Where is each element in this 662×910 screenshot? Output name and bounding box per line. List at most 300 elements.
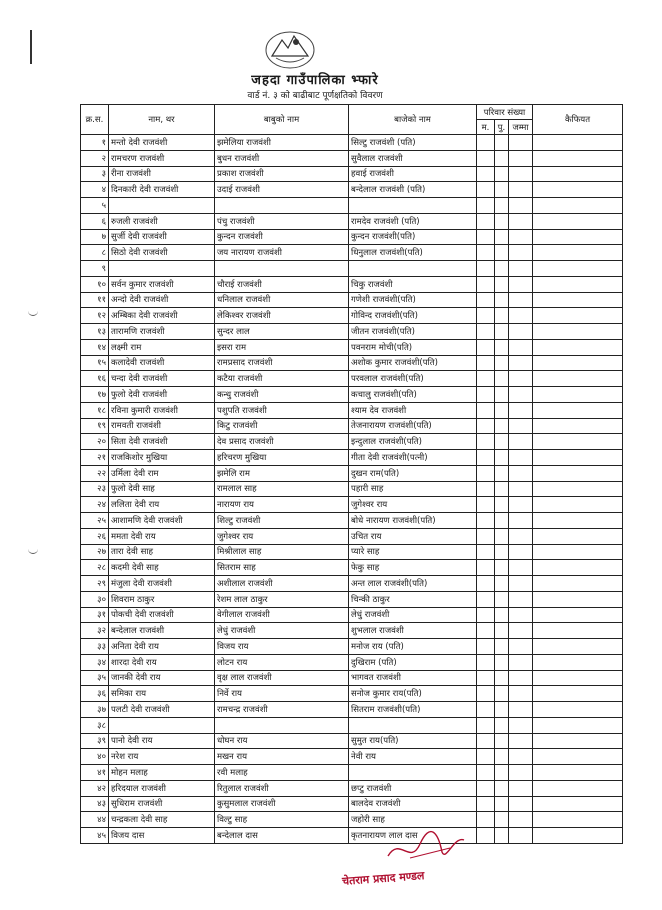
row-total-count <box>509 828 533 844</box>
row-remarks <box>533 733 623 749</box>
table-row <box>81 387 623 403</box>
row-father-name: रेशम लाल ठाकुर <box>215 591 349 607</box>
table-row <box>81 812 623 828</box>
row-serial: २५ <box>81 513 109 529</box>
row-remarks <box>533 402 623 418</box>
table-row <box>81 544 623 560</box>
row-male-count <box>477 166 495 182</box>
row-grandfather-name: रामदेव राजवंशी (पति) <box>349 213 477 229</box>
row-grandfather-name: अशोक कुमार राजवंशी(पति) <box>349 355 477 371</box>
row-male-count <box>477 560 495 576</box>
row-serial: ३ <box>81 166 109 182</box>
row-name: बन्देलाल राजवंशी <box>109 623 215 639</box>
row-serial: २६ <box>81 528 109 544</box>
row-grandfather-name: तेजनारायण राजवंशी(पति) <box>349 418 477 434</box>
row-remarks <box>533 371 623 387</box>
table-row <box>81 733 623 749</box>
row-female-count <box>495 654 509 670</box>
row-remarks <box>533 654 623 670</box>
row-male-count <box>477 733 495 749</box>
row-serial: १७ <box>81 387 109 403</box>
row-father-name: कुसुमलाल राजवंशी <box>215 796 349 812</box>
row-father-name: हरिचरण मुखिया <box>215 450 349 466</box>
row-total-count <box>509 465 533 481</box>
row-grandfather-name: जीतन राजवंशी(पति) <box>349 324 477 340</box>
header-male: म. <box>477 120 495 135</box>
row-father-name: सुन्दर लाल <box>215 324 349 340</box>
table-row <box>81 623 623 639</box>
damage-record-table <box>80 104 623 844</box>
row-name: फुलो देवी राजवंशी <box>109 387 215 403</box>
row-name: रुजली राजवंशी <box>109 213 215 229</box>
row-name: सिठो देवी राजवंशी <box>109 245 215 261</box>
table-row <box>81 229 623 245</box>
row-total-count <box>509 387 533 403</box>
row-female-count <box>495 481 509 497</box>
row-total-count <box>509 749 533 765</box>
row-total-count <box>509 780 533 796</box>
row-father-name: कुन्दन राजवंशी <box>215 229 349 245</box>
row-father-name: रामलाल साह <box>215 481 349 497</box>
row-total-count <box>509 702 533 718</box>
row-serial: १८ <box>81 402 109 418</box>
row-grandfather-name: कृतनारायण लाल दास <box>349 828 477 844</box>
table-row <box>81 355 623 371</box>
row-grandfather-name: नेवी राय <box>349 749 477 765</box>
table-row <box>81 576 623 592</box>
header-father: बाबुको नाम <box>215 105 349 135</box>
row-father-name: देव प्रसाद राजवंशी <box>215 434 349 450</box>
row-name <box>109 717 215 733</box>
table-row <box>81 639 623 655</box>
row-male-count <box>477 765 495 781</box>
table-row <box>81 135 623 151</box>
row-male-count <box>477 639 495 655</box>
row-male-count <box>477 481 495 497</box>
row-father-name: उदाई राजवंशी <box>215 182 349 198</box>
row-total-count <box>509 261 533 277</box>
table-row <box>81 560 623 576</box>
row-female-count <box>495 450 509 466</box>
row-serial: ३३ <box>81 639 109 655</box>
row-male-count <box>477 513 495 529</box>
row-father-name: विल्टु साह <box>215 812 349 828</box>
row-female-count <box>495 229 509 245</box>
row-grandfather-name: परवलाल राजवंशी(पति) <box>349 371 477 387</box>
table-row <box>81 528 623 544</box>
row-remarks <box>533 245 623 261</box>
row-name: रविना कुमारी राजवंशी <box>109 402 215 418</box>
row-name: लक्ष्मी राम <box>109 339 215 355</box>
row-remarks <box>533 481 623 497</box>
row-female-count <box>495 245 509 261</box>
row-grandfather-name: बन्देलाल राजवंशी (पति) <box>349 182 477 198</box>
row-total-count <box>509 434 533 450</box>
table-row <box>81 780 623 796</box>
row-father-name: रामचन्द्र राजवंशी <box>215 702 349 718</box>
row-name: तारा देवी साह <box>109 544 215 560</box>
row-serial: ३२ <box>81 623 109 639</box>
row-grandfather-name: सितराम राजवंशी(पति) <box>349 702 477 718</box>
row-grandfather-name: अन्त लाल राजवंशी(पति) <box>349 576 477 592</box>
row-serial: १ <box>81 135 109 151</box>
row-serial: ४१ <box>81 765 109 781</box>
row-male-count <box>477 182 495 198</box>
row-grandfather-name: छप्टु राजवंशी <box>349 780 477 796</box>
table-row <box>81 150 623 166</box>
row-total-count <box>509 450 533 466</box>
row-remarks <box>533 276 623 292</box>
row-grandfather-name: कचालु राजवंशी(पति) <box>349 387 477 403</box>
row-grandfather-name: इन्दुलाल राजवंशी(पति) <box>349 434 477 450</box>
row-grandfather-name: गोविन्द राजवंशी(पति) <box>349 308 477 324</box>
row-father-name: मखन राय <box>215 749 349 765</box>
row-male-count <box>477 812 495 828</box>
row-name: अनिता देवी राय <box>109 639 215 655</box>
row-male-count <box>477 229 495 245</box>
row-total-count <box>509 654 533 670</box>
row-name: उर्मिला देवी राम <box>109 465 215 481</box>
table-row <box>81 796 623 812</box>
table-row <box>81 324 623 340</box>
row-name: सुधिराम राजवंशी <box>109 796 215 812</box>
row-name: आशामणि देवी राजवंशी <box>109 513 215 529</box>
row-father-name: चौराई राजवंशी <box>215 276 349 292</box>
row-male-count <box>477 544 495 560</box>
row-total-count <box>509 198 533 214</box>
row-male-count <box>477 135 495 151</box>
row-total-count <box>509 544 533 560</box>
row-serial: ३१ <box>81 607 109 623</box>
row-remarks <box>533 686 623 702</box>
row-father-name: झमेलिया राजवंशी <box>215 135 349 151</box>
row-grandfather-name: गणेशी राजवंशी(पति) <box>349 292 477 308</box>
row-male-count <box>477 324 495 340</box>
row-total-count <box>509 670 533 686</box>
row-female-count <box>495 387 509 403</box>
row-total-count <box>509 623 533 639</box>
table-row <box>81 418 623 434</box>
row-male-count <box>477 686 495 702</box>
row-name: कदमी देवी साह <box>109 560 215 576</box>
row-male-count <box>477 434 495 450</box>
row-female-count <box>495 623 509 639</box>
punch-mark <box>28 548 38 554</box>
row-name: चन्दा देवी राजवंशी <box>109 371 215 387</box>
table-row <box>81 245 623 261</box>
row-father-name: रितुलाल राजवंशी <box>215 780 349 796</box>
row-female-count <box>495 402 509 418</box>
row-total-count <box>509 229 533 245</box>
row-male-count <box>477 749 495 765</box>
row-female-count <box>495 544 509 560</box>
row-remarks <box>533 544 623 560</box>
row-male-count <box>477 670 495 686</box>
row-male-count <box>477 796 495 812</box>
row-remarks <box>533 418 623 434</box>
row-remarks <box>533 639 623 655</box>
row-serial: १५ <box>81 355 109 371</box>
row-female-count <box>495 355 509 371</box>
row-male-count <box>477 576 495 592</box>
row-grandfather-name: प्यारे साह <box>349 544 477 560</box>
row-serial: ४४ <box>81 812 109 828</box>
row-total-count <box>509 686 533 702</box>
row-female-count <box>495 639 509 655</box>
row-remarks <box>533 670 623 686</box>
row-male-count <box>477 387 495 403</box>
row-remarks <box>533 324 623 340</box>
row-name: ममता देवी राय <box>109 528 215 544</box>
row-female-count <box>495 465 509 481</box>
header-grandfather: बाजेको नाम <box>349 105 477 135</box>
signature-icon <box>380 826 470 870</box>
row-serial: ४३ <box>81 796 109 812</box>
row-father-name: नारायण राय <box>215 497 349 513</box>
row-grandfather-name: धिनुलाल राजवंशी(पति) <box>349 245 477 261</box>
row-name: ललिता देवी राय <box>109 497 215 513</box>
row-female-count <box>495 607 509 623</box>
row-name: नरेश राय <box>109 749 215 765</box>
row-female-count <box>495 812 509 828</box>
row-male-count <box>477 198 495 214</box>
row-female-count <box>495 733 509 749</box>
row-name: जानकी देवी राय <box>109 670 215 686</box>
row-remarks <box>533 229 623 245</box>
row-remarks <box>533 796 623 812</box>
row-remarks <box>533 765 623 781</box>
row-name: सर्वन कुमार राजवंशी <box>109 276 215 292</box>
row-female-count <box>495 166 509 182</box>
row-male-count <box>477 402 495 418</box>
header-family: परिवार संख्या <box>477 105 533 120</box>
row-male-count <box>477 528 495 544</box>
row-total-count <box>509 213 533 229</box>
row-male-count <box>477 623 495 639</box>
row-female-count <box>495 670 509 686</box>
row-serial: ३६ <box>81 686 109 702</box>
row-serial: ३८ <box>81 717 109 733</box>
row-name: पानो देवी राय <box>109 733 215 749</box>
table-row <box>81 765 623 781</box>
row-male-count <box>477 261 495 277</box>
row-remarks <box>533 828 623 844</box>
table-body <box>81 135 623 844</box>
row-grandfather-name: दुखिराम (पति) <box>349 654 477 670</box>
row-female-count <box>495 717 509 733</box>
row-remarks <box>533 560 623 576</box>
row-female-count <box>495 560 509 576</box>
row-serial: २३ <box>81 481 109 497</box>
row-father-name: लोटन राय <box>215 654 349 670</box>
row-male-count <box>477 245 495 261</box>
row-serial: ४० <box>81 749 109 765</box>
row-remarks <box>533 355 623 371</box>
row-remarks <box>533 623 623 639</box>
row-serial: ३४ <box>81 654 109 670</box>
government-emblem-icon <box>262 28 318 72</box>
row-female-count <box>495 749 509 765</box>
row-grandfather-name: श्याम देव राजवंशी <box>349 402 477 418</box>
row-name: मन्तो देवी राजवंशी <box>109 135 215 151</box>
table-row <box>81 749 623 765</box>
row-total-count <box>509 182 533 198</box>
row-grandfather-name: सिल्टु राजवंशी (पति) <box>349 135 477 151</box>
row-serial: २७ <box>81 544 109 560</box>
row-serial: ७ <box>81 229 109 245</box>
row-father-name: पंचु राजवंशी <box>215 213 349 229</box>
row-remarks <box>533 292 623 308</box>
row-female-count <box>495 182 509 198</box>
row-serial: ३५ <box>81 670 109 686</box>
row-female-count <box>495 780 509 796</box>
table-row <box>81 654 623 670</box>
row-male-count <box>477 465 495 481</box>
row-remarks <box>533 497 623 513</box>
table-row <box>81 402 623 418</box>
row-remarks <box>533 150 623 166</box>
row-total-count <box>509 812 533 828</box>
row-male-count <box>477 780 495 796</box>
row-total-count <box>509 717 533 733</box>
row-serial: ५ <box>81 198 109 214</box>
table-row <box>81 828 623 844</box>
row-grandfather-name: गीता देवी राजवंशी(पत्नी) <box>349 450 477 466</box>
row-name: पलटी देवी राजवंशी <box>109 702 215 718</box>
row-father-name: लेधुं राजवंशी <box>215 623 349 639</box>
row-grandfather-name: लेधुं राजवंशी <box>349 607 477 623</box>
row-male-count <box>477 654 495 670</box>
row-grandfather-name: पहारी साह <box>349 481 477 497</box>
table-row <box>81 686 623 702</box>
row-total-count <box>509 607 533 623</box>
header-name: नाम, थर <box>109 105 215 135</box>
row-serial: ३९ <box>81 733 109 749</box>
row-total-count <box>509 276 533 292</box>
row-remarks <box>533 513 623 529</box>
table-row <box>81 276 623 292</box>
row-father-name: शिल्टु राजवंशी <box>215 513 349 529</box>
row-male-count <box>477 717 495 733</box>
row-serial: २२ <box>81 465 109 481</box>
row-father-name <box>215 198 349 214</box>
table-row <box>81 339 623 355</box>
row-male-count <box>477 371 495 387</box>
row-total-count <box>509 528 533 544</box>
row-remarks <box>533 465 623 481</box>
row-grandfather-name: दुखन राम(पति) <box>349 465 477 481</box>
row-remarks <box>533 387 623 403</box>
row-remarks <box>533 576 623 592</box>
row-total-count <box>509 796 533 812</box>
row-female-count <box>495 135 509 151</box>
row-father-name: जय नारायण राजवंशी <box>215 245 349 261</box>
row-name: दिनकारी देवी राजवंशी <box>109 182 215 198</box>
row-total-count <box>509 576 533 592</box>
table-row <box>81 497 623 513</box>
row-grandfather-name <box>349 261 477 277</box>
row-grandfather-name: हवाई राजवंशी <box>349 166 477 182</box>
row-father-name: झमेलि राम <box>215 465 349 481</box>
row-remarks <box>533 308 623 324</box>
header-total: जम्मा <box>509 120 533 135</box>
row-grandfather-name: बोधे नारायण राजवंशी(पति) <box>349 513 477 529</box>
table-row <box>81 434 623 450</box>
row-name: अन्दो देवी राजवंशी <box>109 292 215 308</box>
row-grandfather-name: चिकु राजवंशी <box>349 276 477 292</box>
row-name: राजकिशोर मुखिया <box>109 450 215 466</box>
row-grandfather-name: जहोरी साह <box>349 812 477 828</box>
row-grandfather-name: कुन्दन राजवंशी(पति) <box>349 229 477 245</box>
row-female-count <box>495 371 509 387</box>
row-father-name: मिश्रीलाल साह <box>215 544 349 560</box>
row-father-name: विजय राय <box>215 639 349 655</box>
row-grandfather-name: सुवैलाल राजवंशी <box>349 150 477 166</box>
row-female-count <box>495 591 509 607</box>
table-row <box>81 292 623 308</box>
row-male-count <box>477 276 495 292</box>
row-remarks <box>533 812 623 828</box>
row-serial: ४ <box>81 182 109 198</box>
row-serial: ६ <box>81 213 109 229</box>
row-name <box>109 198 215 214</box>
row-serial: १९ <box>81 418 109 434</box>
row-total-count <box>509 497 533 513</box>
header-female: पु. <box>495 120 509 135</box>
row-serial: २८ <box>81 560 109 576</box>
row-male-count <box>477 607 495 623</box>
row-remarks <box>533 780 623 796</box>
row-father-name <box>215 717 349 733</box>
table-row <box>81 481 623 497</box>
row-total-count <box>509 339 533 355</box>
row-grandfather-name: चिन्की ठाकुर <box>349 591 477 607</box>
row-female-count <box>495 828 509 844</box>
row-serial: २९ <box>81 576 109 592</box>
table-row <box>81 450 623 466</box>
row-name: रामचरण राजवंशी <box>109 150 215 166</box>
row-total-count <box>509 355 533 371</box>
row-name: पोकची देवी राजवंशी <box>109 607 215 623</box>
official-stamp: चेतराम प्रसाद मण्डल <box>341 869 425 888</box>
row-grandfather-name <box>349 198 477 214</box>
table-row <box>81 591 623 607</box>
row-father-name: बुधन राजवंशी <box>215 150 349 166</box>
row-female-count <box>495 513 509 529</box>
row-grandfather-name: उचित राय <box>349 528 477 544</box>
row-serial: ३० <box>81 591 109 607</box>
row-father-name: वेगीलाल राजवंशी <box>215 607 349 623</box>
row-name: मोहन मलाह <box>109 765 215 781</box>
row-name: अम्बिका देवी राजवंशी <box>109 308 215 324</box>
row-name: फुलो देवी साह <box>109 481 215 497</box>
row-serial: २१ <box>81 450 109 466</box>
row-total-count <box>509 292 533 308</box>
row-serial: ८ <box>81 245 109 261</box>
row-father-name: वृक्ष लाल राजवंशी <box>215 670 349 686</box>
row-total-count <box>509 308 533 324</box>
row-total-count <box>509 245 533 261</box>
row-male-count <box>477 339 495 355</box>
page-title: जहदा गाउँपालिका भ्फारे <box>251 73 379 88</box>
row-grandfather-name: जुगेश्वर राय <box>349 497 477 513</box>
row-female-count <box>495 576 509 592</box>
row-male-count <box>477 355 495 371</box>
row-total-count <box>509 639 533 655</box>
row-total-count <box>509 765 533 781</box>
row-remarks <box>533 198 623 214</box>
row-remarks <box>533 166 623 182</box>
